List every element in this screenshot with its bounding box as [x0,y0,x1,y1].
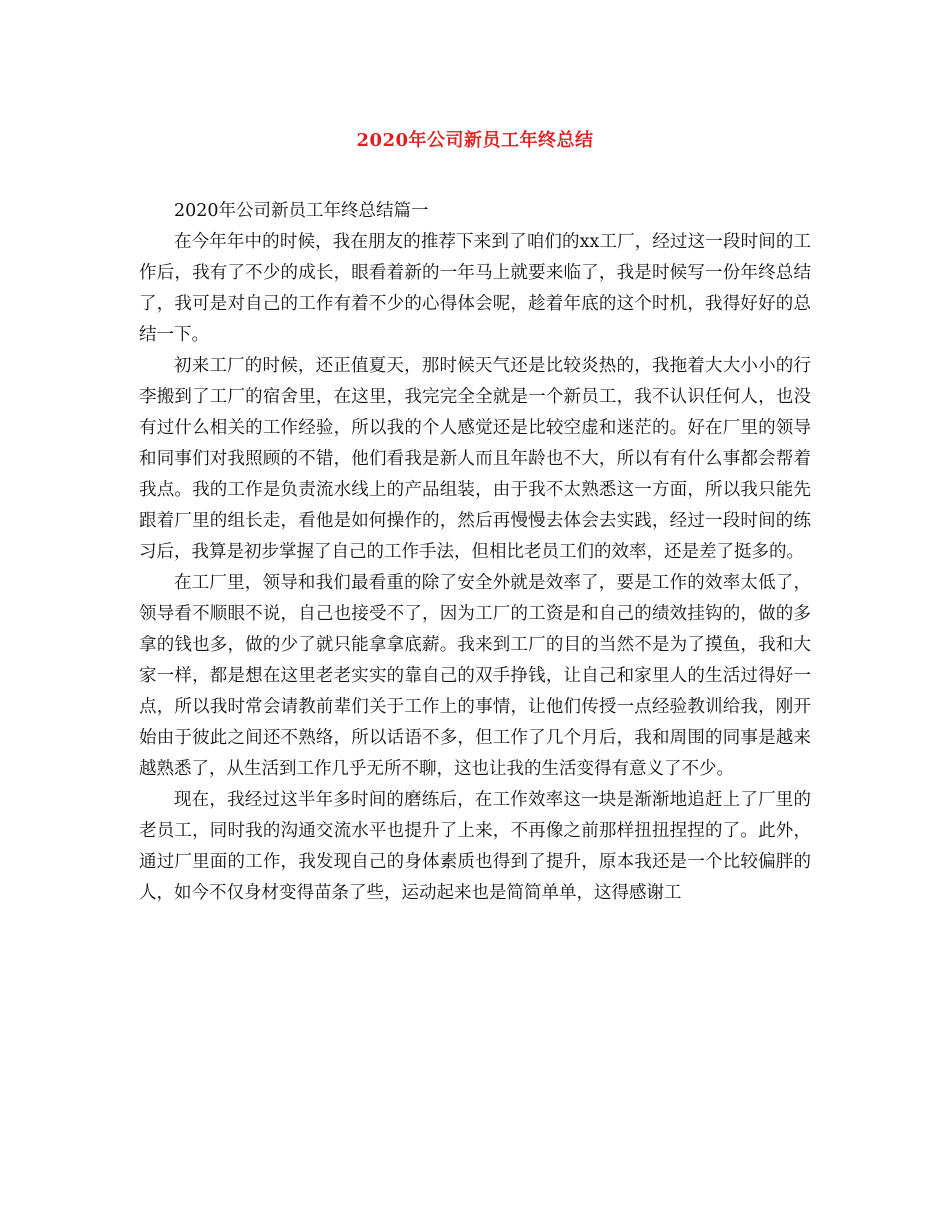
paragraph-2: 初来工厂的时候，还正值夏天，那时候天气还是比较炎热的，我拖着大大小小的行李搬到了工厂的宿舍里，在这里，我完完全全就是一个新员工，我不认识任何人，也没有过什么相关的工作经验，所以我的个人感觉还是比较空虚和迷茫的。好在厂里的领导和同事们对我照顾的不错，他们看我是新人而且年龄也不大，所以有有什么事都会帮着我点。我的工作是负责流水线上的产品组装，由于我不太熟悉这一方面，所以我只能先跟着厂里的组长走，看他是如何操作的，然后再慢慢去体会去实践，经过一段时间的练习后，我算是初步掌握了自己的工作手法，但相比老员工们的效率，还是差了挺多的。 [139,356,811,562]
paragraph-4: 现在，我经过这半年多时间的磨练后，在工作效率这一块是渐渐地追赶上了厂里的老员工，同时我的沟通交流水平也提升了上来，不再像之前那样扭扭捏捏的了。此外，通过厂里面的工作，我发现自己的身体素质也得到了提升，原本我还是一个比较偏胖的人，如今不仅身材变得苗条了些，运动起来也是简简单单，这得感谢工 [139,790,811,903]
document-body [139,196,811,909]
document-title: 2020年公司新员工年终总结 [356,130,594,151]
paragraph-3: 在工厂里，领导和我们最看重的除了安全外就是效率了，要是工作的效率太低了，领导看不顺眼不说，自己也接受不了，因为工厂的工资是和自己的绩效挂钩的，做的多拿的钱也多，做的少了就只能拿拿底薪。我来到工厂的目的当然不是为了摸鱼，我和大家一样，都是想在这里老老实实的靠自己的双手挣钱，让自己和家里人的生活过得好一点，所以我时常会请教前辈们关于工作上的事情，让他们传授一点经验教训给我，刚开始由于彼此之间还不熟络，所以话语不多，但工作了几个月后，我和周围的同事是越来越熟悉了，从生活到工作几乎无所不聊，这也让我的生活变得有意义了不少。 [139,573,811,779]
section-heading: 2020年公司新员工年终总结篇一 [174,201,429,221]
paragraph-1: 在今年年中的时候，我在朋友的推荐下来到了咱们的xx工厂，经过这一段时间的工作后，我有了不少的成长，眼看着新的一年马上就要来临了，我是时候写一份年终总结了，我可是对自己的工作有着不少的心得体会呢，趁着年底的这个时机，我得好好的总结一下。 [139,232,811,345]
